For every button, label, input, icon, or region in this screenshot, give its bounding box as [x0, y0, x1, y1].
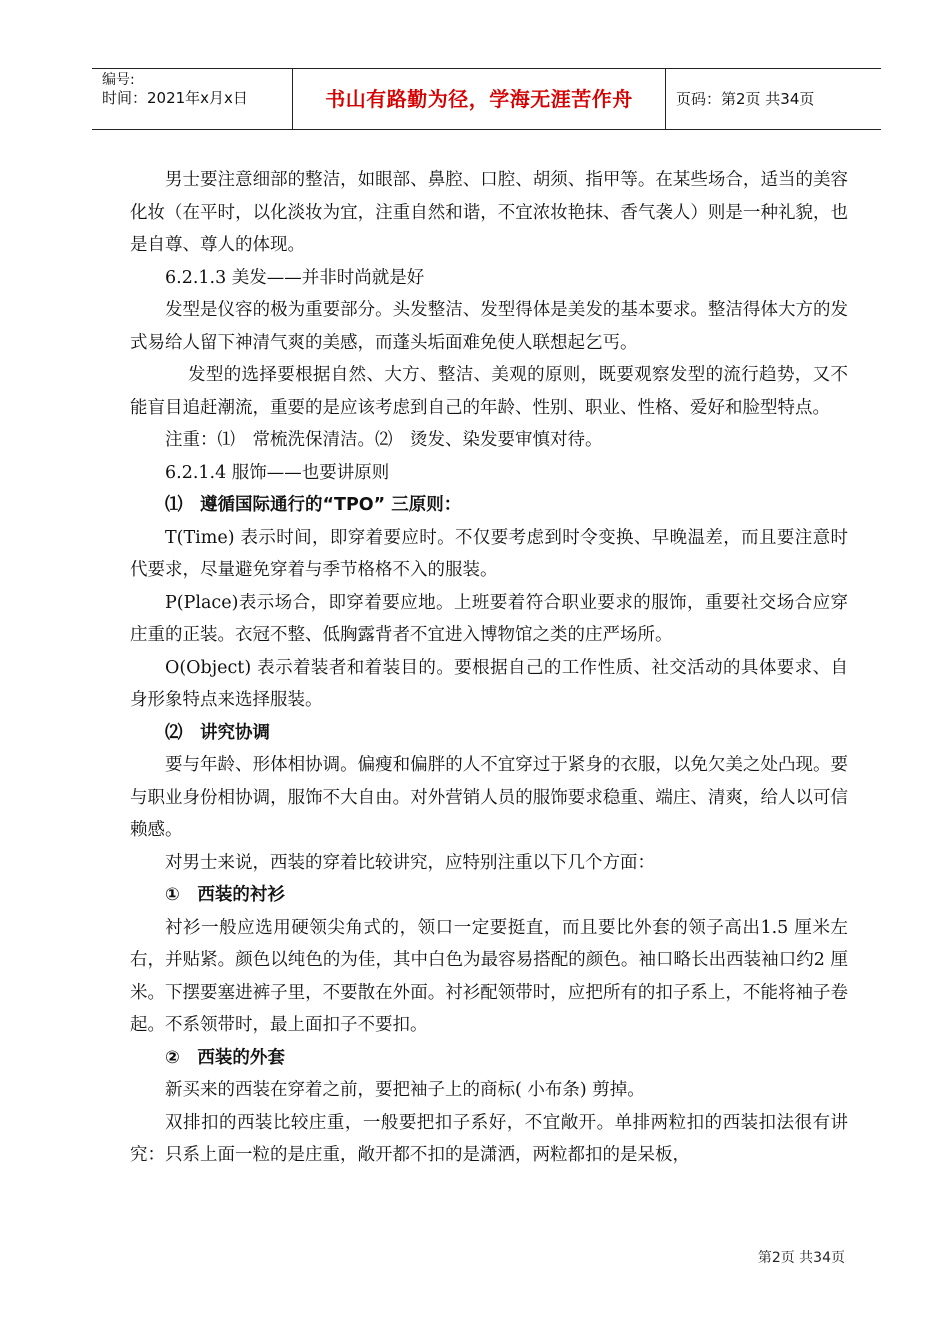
section-heading: ① 西装的衬衫 — [165, 885, 285, 905]
footer-page-number: 第2页 共34页 — [757, 1250, 845, 1266]
paragraph: 发型是仪容的极为重要部分。头发整洁、发型得体是美发的基本要求。整洁得体大方的发式易给人留下神清气爽的美感，而蓬头垢面难免使人联想起乞丐。 — [130, 300, 848, 353]
paragraph: 发型的选择要根据自然、大方、整洁、美观的原则，既要观察发型的流行趋势，又不能盲目追赶潮流，重要的是应该考虑到自己的年龄、性别、职业、性格、爱好和脸型特点。 — [130, 365, 848, 418]
paragraph: T(Time) 表示时间，即穿着要应时。不仅要考虑到时令变换、早晚温差，而且要注意时代要求，尽量避免穿着与季节格格不入的服装。 — [130, 527, 848, 580]
header-motto-cell — [293, 69, 666, 129]
paragraph: 衬衫一般应选用硬领尖角式的，领口一定要挺直，而且要比外套的领子高出1.5 厘米左右，并贴紧。颜色以纯色的为佳，其中白色为最容易搭配的颜色。袖口略长出西装袖口约2 厘米。下摆要塞进裤子里，不要散在外面。衬衫配领带时，应把所有的扣子系上，不能将袖子卷起。不系领带时，最上面扣子不要扣。 — [130, 917, 848, 1035]
header-page-number: 页码：第2页 共34页 — [676, 90, 815, 108]
paragraph: 注重：⑴ 常梳洗保清洁。⑵ 烫发、染发要审慎对待。 — [165, 430, 603, 450]
document-id-label: 编号: — [102, 72, 135, 88]
paragraph: 6.2.1.4 服饰——也要讲原则 — [165, 462, 390, 483]
paragraph: P(Place)表示场合，即穿着要应地。上班要着符合职业要求的服饰，重要社交场合应穿庄重的正装。衣冠不整、低胸露背者不宜进入博物馆之类的庄严场所。 — [130, 592, 848, 645]
section-heading: ② 西装的外套 — [165, 1047, 285, 1068]
section-heading: ⑴ 遵循国际通行的“TPO” 三原则： — [165, 495, 462, 515]
document-body — [130, 164, 848, 1172]
header-page-cell — [666, 69, 881, 129]
paragraph: 6.2.1.3 美发——并非时尚就是好 — [165, 267, 425, 288]
paragraph: O(Object) 表示着装者和着装目的。要根据自己的工作性质、社交活动的具体要求、自身形象特点来选择服装。 — [130, 657, 848, 710]
page-header — [92, 68, 881, 130]
section-heading: ⑵ 讲究协调 — [165, 722, 270, 743]
paragraph: 要与年龄、形体相协调。偏瘦和偏胖的人不宜穿过于紧身的衣服，以免欠美之处凸现。要与职业身份相协调，服饰不大自由。对外营销人员的服饰要求稳重、端庄、清爽，给人以可信赖感。 — [130, 755, 848, 840]
paragraph: 对男士来说，西装的穿着比较讲究，应特别注重以下几个方面： — [165, 852, 655, 873]
paragraph: 男士要注意细部的整洁，如眼部、鼻腔、口腔、胡须、指甲等。在某些场合，适当的美容化妆（在平时，以化淡妆为宜，注重自然和谐，不宜浓妆艳抹、香气袭人）则是一种礼貌，也是自尊、尊人的体现。 — [130, 170, 848, 255]
document-time: 时间：2021年x月x日 — [102, 89, 248, 107]
paragraph: 新买来的西装在穿着之前，要把袖子上的商标( 小布条) 剪掉。 — [165, 1080, 645, 1100]
header-meta-cell — [92, 69, 293, 129]
header-motto: 书山有路勤为径，学海无涯苦作舟 — [325, 87, 633, 111]
paragraph: 双排扣的西装比较庄重，一般要把扣子系好，不宜敞开。单排两粒扣的西装扣法很有讲究：只系上面一粒的是庄重，敞开都不扣的是潇洒，两粒都扣的是呆板， — [130, 1112, 848, 1165]
